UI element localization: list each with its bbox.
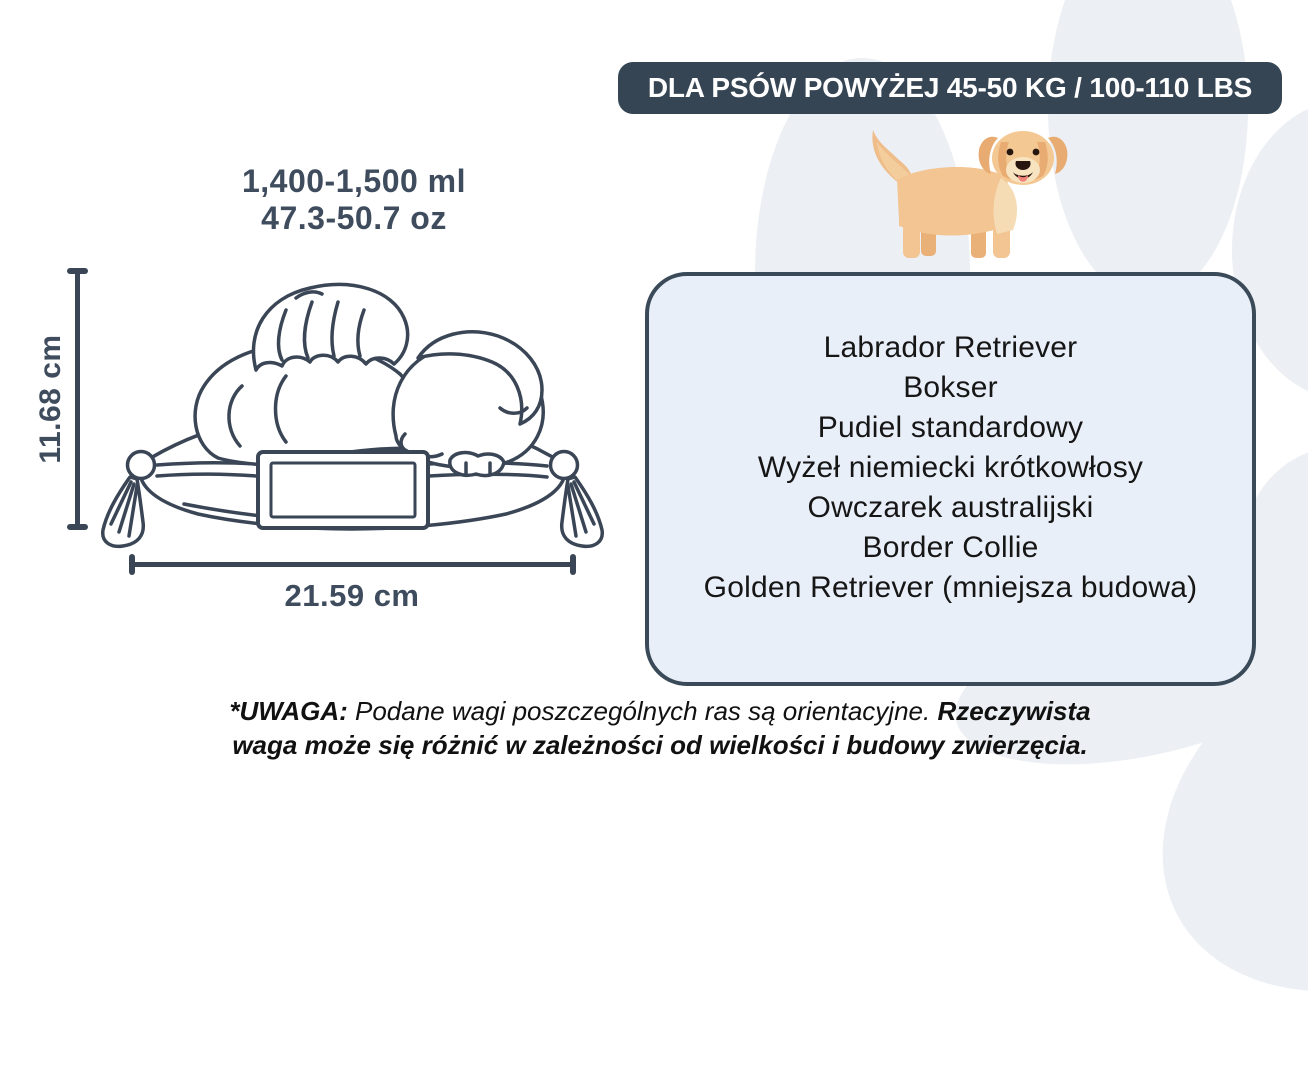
weight-range-banner	[618, 62, 1282, 114]
capacity-ml: 1,400-1,500 ml	[241, 163, 467, 199]
breed-item: Labrador Retriever	[823, 331, 1078, 364]
breed-item: Border Collie	[862, 531, 1039, 564]
note-prefix: *UWAGA:	[229, 696, 348, 726]
height-dimension-cap-top	[67, 268, 88, 274]
width-dimension-cap-right	[570, 554, 576, 575]
golden-retriever-icon	[851, 120, 1069, 266]
height-dimension-line	[75, 270, 80, 528]
sleeping-dog-pillow-line-art	[100, 258, 640, 550]
height-dimension-label: 11.68 cm	[34, 334, 67, 464]
width-dimension-line	[132, 562, 573, 567]
note-bold: Rzeczywista waga może się różnić w zależności od wielkości i budowy zwierzęcia.	[232, 696, 1091, 760]
note-regular: Podane wagi poszczególnych ras są orientacyjne.	[347, 696, 938, 726]
disclaimer-note	[210, 694, 1110, 762]
breed-item: Wyżeł niemiecki krótkowłosy	[757, 451, 1144, 484]
breed-item: Bokser	[903, 371, 998, 404]
paw-toe-shape	[1048, 0, 1248, 300]
breed-item: Golden Retriever (mniejsza budowa)	[703, 571, 1198, 604]
weight-range-label: DLA PSÓW POWYŻEJ 45-50 KG / 100-110 LBS	[647, 72, 1253, 103]
capacity-label	[204, 163, 504, 237]
breed-item: Pudiel standardowy	[817, 411, 1084, 444]
breed-list	[704, 328, 1198, 608]
height-dimension-cap-bottom	[67, 524, 88, 530]
width-dimension-label: 21.59 cm	[284, 578, 420, 613]
width-dimension-cap-left	[129, 554, 135, 575]
breed-item: Owczarek australijski	[807, 491, 1094, 524]
capacity-oz: 47.3-50.7 oz	[261, 200, 447, 236]
breed-list-box	[645, 272, 1256, 686]
